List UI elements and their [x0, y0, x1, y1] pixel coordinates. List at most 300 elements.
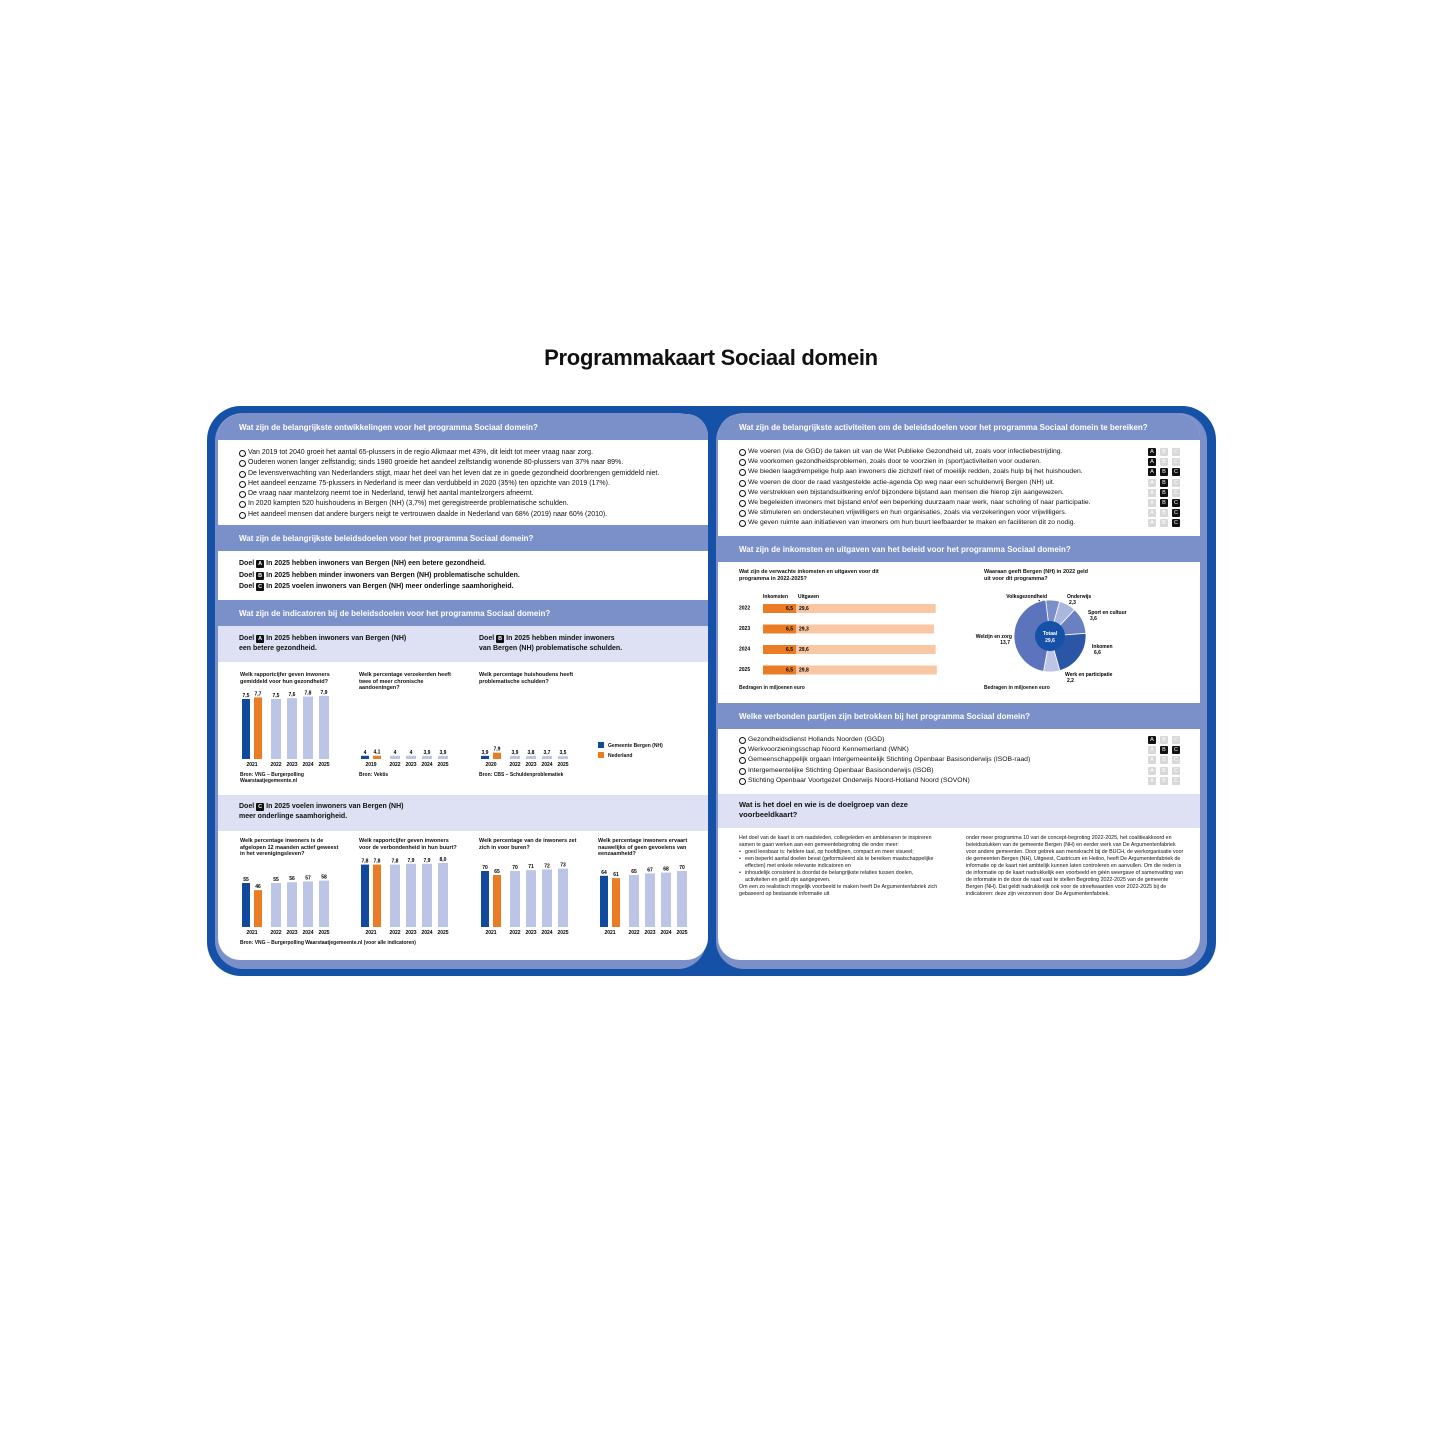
- x-tick-label: 2024: [541, 930, 553, 935]
- list-item: We verstrekken een bijstandsuitkering en/of bijzondere bijstand aan mensen die hierop zijn aangewezen.: [739, 488, 1188, 498]
- slice-label: Sport en cultuur: [1088, 610, 1127, 616]
- inkomsten-value: 6,5: [786, 626, 793, 633]
- list-item: Gezondheidsdienst Hollands Noorden (GGD): [739, 735, 1188, 745]
- uitgaven-value: 29,8: [799, 667, 809, 674]
- goal-badge-a: A: [1148, 468, 1156, 476]
- goal-badge-a: A: [1148, 736, 1156, 744]
- y-tick-label: 2023: [739, 626, 751, 632]
- slice-value: 3,6: [1090, 616, 1097, 622]
- x-tick-label: 2022: [389, 762, 401, 767]
- list-item: We voeren de door de raad vastgestelde actie-agenda Op weg naar een schuldenvrij Bergen (NH) uit.: [739, 478, 1188, 488]
- chart-bar: [242, 883, 250, 927]
- goal-b: [239, 570, 520, 582]
- goal-badge-c: C: [1172, 468, 1180, 476]
- badge-row: [1146, 735, 1182, 745]
- doel-heading: [739, 800, 908, 820]
- goal-line: een betere gezondheid.: [239, 645, 317, 652]
- inkomsten-value: 6,5: [786, 606, 793, 613]
- goal-badge-b: B: [1160, 746, 1168, 754]
- list-item: Van 2019 tot 2040 groeit het aantal 65-plussers in de regio Alkmaar met 43%, dit leidt tot meer vraag naar zorg.: [239, 448, 696, 458]
- bar-value-label: 55: [243, 877, 249, 883]
- goal-badge-c: C: [1172, 767, 1180, 775]
- x-tick-label: 2024: [302, 762, 314, 767]
- bar-value-label: 7,6: [288, 692, 296, 699]
- activiteiten-badges: [1146, 447, 1182, 529]
- goal-c: [239, 581, 520, 593]
- bar-value-label: 7,8: [361, 858, 369, 865]
- bar-value-label: 3,9: [423, 749, 431, 756]
- uitgaven-bar: [796, 645, 936, 654]
- goal-badge-b: B: [1160, 519, 1168, 527]
- finance-bar-note: Bedragen in miljoenen euro: [739, 685, 805, 691]
- goal-a-heading: [239, 634, 406, 654]
- goal-line: van Bergen (NH) problematische schulden.: [479, 645, 623, 652]
- bar-value-label: 8,0: [439, 857, 447, 863]
- chart-bar: [254, 697, 262, 759]
- legend-item-nederland: [598, 751, 663, 761]
- list-item: Intergemeentelijke Stichting Openbaar Basisonderwijs (ISOB): [739, 766, 1188, 776]
- slice-value: 2,3: [1069, 600, 1076, 606]
- list-item: Gemeenschappelijk orgaan Intergemeentelijk Stichting Openbaar Basisonderwijs (ISOB-raad): [739, 755, 1188, 765]
- goal-badge-a: A: [1148, 509, 1156, 517]
- chart-eenzaamheid: [598, 838, 708, 956]
- doel-outro: Om een zo realistisch mogelijk voorbeeld te maken heeft De Argumentenfabriek zich gebaseerd op bestaande informatie uit: [739, 884, 938, 897]
- finance-bar-title: Wat zijn de verwachte inkomsten en uitgaven voor dit programma in 2022-2025?: [739, 569, 879, 582]
- goal-badge-b: B: [1160, 489, 1168, 497]
- y-tick-label: 2024: [739, 646, 751, 653]
- bar-value-label: 7,8: [304, 690, 312, 697]
- section-header-indicatoren: Wat zijn de indicatoren bij de beleidsdoelen voor het programma Sociaal domein?: [218, 600, 708, 626]
- chart-bars: [240, 838, 350, 935]
- goal-badge-c: C: [1172, 499, 1180, 507]
- chart-verbondenheid: [359, 838, 469, 956]
- goal-badge-b: B: [1160, 509, 1168, 517]
- goal-badge-a: A: [1148, 519, 1156, 527]
- x-tick-label: 2025: [557, 930, 569, 935]
- chart-title: Welk percentage van de inwoners zet zich in voor buren?: [479, 838, 577, 851]
- chart-bar: [287, 882, 297, 927]
- goal-badge-c: C: [1172, 489, 1180, 497]
- list-item: De vraag naar mantelzorg neemt toe in Nederland, terwijl het aantal mantelzorgers afneemt.: [239, 489, 696, 499]
- chart-bars: [240, 672, 350, 767]
- slice-label: Inkomen: [1092, 644, 1113, 650]
- goal-line: In 2025 hebben inwoners van Bergen (NH): [266, 635, 407, 642]
- goal-prefix: Doel: [239, 635, 255, 642]
- chart-bar: [438, 756, 448, 759]
- uitgaven-value: 29,3: [799, 626, 809, 633]
- doel-heading-line: voorbeeldkaart?: [739, 810, 798, 819]
- goal-badge-b: B: [496, 635, 504, 643]
- badge-row: [1146, 467, 1182, 477]
- x-tick-label: 2023: [405, 762, 417, 767]
- badge-row: [1146, 508, 1182, 518]
- bar-value-label: 4,1: [373, 749, 381, 756]
- chart-bar: [558, 756, 568, 759]
- goal-badge-c: C: [1172, 736, 1180, 744]
- chart-bar: [493, 875, 501, 927]
- x-tick-label: 2021: [246, 762, 258, 767]
- badge-row: [1146, 498, 1182, 508]
- uitgaven-bar: [796, 604, 936, 613]
- badge-row: [1146, 457, 1182, 467]
- goal-badge-b: B: [256, 572, 264, 580]
- chart-bar: [361, 756, 369, 759]
- chart-bar: [510, 756, 520, 759]
- chart-bar: [481, 756, 489, 759]
- x-tick-label: 2024: [660, 930, 672, 935]
- x-tick-label: 2022: [509, 762, 521, 767]
- chart-source: Bron: VNG – Burgerpolling Waarstaatjegemeente.nl (voor alle indicatoren): [240, 940, 416, 946]
- finance-pie-note: Bedragen in miljoenen euro: [984, 685, 1050, 691]
- chart-bar: [422, 756, 432, 759]
- finance-pie-chart: [958, 584, 1158, 689]
- chart-bar: [558, 869, 568, 927]
- bar-value-label: 64: [601, 869, 607, 876]
- bar-value-label: 7,8: [373, 858, 381, 865]
- y-tick-label: 2022: [739, 605, 751, 612]
- activiteiten-list: [739, 447, 1188, 529]
- doel-text-column-2: onder meer programma 10 van de concept-begroting 2022-2025, het coalitieakkoord en beleidsstukken van de gemeente Bergen (NH) en eerder werk van De Argumentenfabriek voor andere gemeenten. Door gebrek aan menskracht bij de BUCH, de werkorganisatie voor de gemeenten Bergen (NH), Uitgeest, Castricum en Heiloo, heeft De Argumentenfabriek de informatie op de kaart niet ambtelijk kunnen laten controleren en aanvullen. Om die reden is de informatie op de kaart nadrukkelijk een voorbeeld en géén weergave of samenvatting van de informatie in de door de raad vast te stellen Begroting 2022-2025 van de gemeente Bergen (NH). Dat geldt nadrukkelijk ook voor de streefwaarden voor 2022-2025 bij de indicatoren: deze zijn verzonnen door De Argumentenfabriek.: [966, 835, 1184, 897]
- chart-bar: [542, 869, 552, 927]
- goal-badge-b: B: [1160, 736, 1168, 744]
- goal-b-heading: [479, 634, 622, 654]
- list-item: • goed leesbaar is: heldere taal, op hoofdlijnen, compact en meer visueel;: [739, 849, 939, 856]
- chart-bar: [242, 699, 250, 759]
- goal-badge-b: B: [1160, 777, 1168, 785]
- chart-bar: [373, 756, 381, 759]
- goal-ab-band: [218, 626, 708, 662]
- section-header-beleidsdoelen: Wat zijn de belangrijkste beleidsdoelen voor het programma Sociaal domein?: [218, 525, 708, 551]
- x-tick-label: 2020: [485, 762, 497, 767]
- bar-value-label: 58: [321, 874, 327, 881]
- x-tick-label: 2023: [525, 930, 537, 935]
- bar-value-label: 73: [560, 862, 566, 869]
- chart-buren: [479, 838, 589, 956]
- badge-row: [1146, 776, 1182, 786]
- bar-value-label: 7,9: [493, 746, 501, 753]
- goal-prefix: Doel: [239, 583, 255, 590]
- list-item: Werkvoorzieningsschap Noord Kennemerland (WNK): [739, 745, 1188, 755]
- badge-row: [1146, 745, 1182, 755]
- x-tick-label: 2022: [389, 930, 401, 935]
- bar-value-label: 7,9: [407, 857, 415, 864]
- list-item: We bieden laagdrempelige hulp aan inwoners die zichzelf niet of moeilijk redden, zoals hulp bij het huishouden.: [739, 467, 1188, 477]
- goal-prefix: Doel: [239, 571, 255, 579]
- slice-label: Welzijn en zorg: [975, 634, 1012, 640]
- chart-bar: [271, 883, 281, 927]
- section-header-financien: Wat zijn de inkomsten en uitgaven van het beleid voor het programma Sociaal domein?: [718, 536, 1200, 562]
- badge-row: [1146, 488, 1182, 498]
- bar-value-label: 65: [631, 869, 637, 875]
- goal-badge-a: A: [1148, 489, 1156, 497]
- list-item: We voeren (via de GGD) de taken uit van de Wet Publieke Gezondheid uit, zoals voor infectiebestrijding.: [739, 447, 1188, 457]
- chart-bars: [479, 672, 589, 767]
- bar-value-label: 3,5: [559, 750, 567, 757]
- chart-bars: [479, 838, 589, 935]
- bar-value-label: 46: [255, 884, 261, 891]
- goal-badge-b: B: [1160, 767, 1168, 775]
- bar-value-label: 7,7: [254, 691, 262, 698]
- bar-value-label: 72: [544, 863, 550, 870]
- bar-value-label: 3,8: [527, 749, 535, 756]
- chart-title: Welk rapportcijfer geven inwoners gemiddeld voor hun gezondheid?: [240, 672, 330, 685]
- chart-bar: [510, 871, 520, 927]
- goal-badge-a: A: [1148, 499, 1156, 507]
- x-tick-label: 2021: [365, 930, 377, 935]
- bar-value-label: 61: [613, 872, 619, 879]
- bar-value-label: 55: [273, 877, 279, 883]
- chart-bar: [645, 873, 655, 927]
- goal-badge-c: C: [1172, 509, 1180, 517]
- goal-c-band: [218, 795, 708, 831]
- goal-badge-c: C: [1172, 448, 1180, 456]
- x-tick-label: 2025: [318, 762, 330, 767]
- slice-label: Onderwijs: [1067, 594, 1092, 600]
- list-item: Ouderen wonen langer zelfstandig; sinds 1980 groeide het aandeel zelfstandig wonende 80-plussers van 37% naar 89%.: [239, 458, 696, 468]
- legend-item-bergen: [598, 741, 663, 751]
- goal-text: In 2025 voelen inwoners van Bergen (NH) meer onderlinge saamhorigheid.: [266, 583, 514, 590]
- chart-bar: [600, 876, 608, 927]
- chart-bar: [481, 871, 489, 927]
- chart-bar: [542, 756, 552, 759]
- list-item: • een beperkt aantal doelen bevat (geformuleerd als te bereiken maatschappelijke effecten) met enkele relevante indicatoren en: [739, 856, 939, 870]
- doel-heading-line: Wat is het doel en wie is de doelgroep van deze: [739, 800, 908, 809]
- goal-badge-b: B: [1160, 479, 1168, 487]
- badge-row: [1146, 518, 1182, 528]
- right-panel: [718, 414, 1200, 960]
- page-title: Programmakaart Sociaal domein: [544, 345, 878, 370]
- badge-row: [1146, 766, 1182, 776]
- bar-value-label: 68: [663, 866, 669, 873]
- x-tick-label: 2022: [509, 930, 521, 935]
- x-tick-label: 2022: [270, 930, 282, 935]
- list-item: Het aandeel eenzame 75-plussers in Nederland is meer dan verdubbeld in 2020 (35%) ten opzichte van 2019 (17%).: [239, 479, 696, 489]
- list-item: Het aandeel mensen dat andere burgers neigt te vertrouwen daalde in Nederland van 68% (2019) naar 60% (2010).: [239, 510, 696, 520]
- chart-bar: [438, 863, 448, 927]
- x-tick-label: 2025: [318, 930, 330, 935]
- doel-intro: Het doel van de kaart is om raadsleden, collegeleden en ambtenaren te inspireren samen te gaan werken aan een gemeentebegroting die onder meer:: [739, 835, 932, 848]
- bar-value-label: 4: [409, 749, 413, 756]
- doel-band: [718, 794, 1200, 828]
- legend-label: Nederland: [608, 753, 633, 759]
- goal-badge-a: A: [1148, 458, 1156, 466]
- bar-value-label: 67: [647, 867, 653, 874]
- chart-bar: [422, 864, 432, 927]
- bar-value-label: 70: [679, 865, 685, 871]
- goal-line: In 2025 voelen inwoners van Bergen (NH): [266, 803, 404, 810]
- x-tick-label: 2021: [485, 930, 497, 935]
- uitgaven-value: 29,6: [799, 606, 809, 613]
- chart-bar: [526, 870, 536, 927]
- bar-value-label: 7,5: [272, 693, 280, 699]
- donut-center-value: 29,6: [1045, 638, 1055, 644]
- goal-badge-b: B: [1160, 756, 1168, 764]
- badge-row: [1146, 447, 1182, 457]
- goal-c-heading: [239, 802, 404, 822]
- bar-value-label: 3,7: [543, 750, 551, 757]
- inkomsten-value: 6,5: [786, 667, 793, 674]
- chart-title: Welk percentage inwoners is de afgelopen 12 maanden actief geweest in het verenigingsleven?: [240, 838, 339, 857]
- inkomsten-value: 6,5: [786, 647, 793, 654]
- chart-bar: [677, 871, 687, 927]
- x-tick-label: 2019: [365, 762, 377, 767]
- chart-gezondheid: [240, 672, 350, 790]
- y-tick-label: 2025: [739, 667, 751, 673]
- chart-bar: [303, 881, 313, 927]
- x-tick-label: 2023: [286, 762, 298, 767]
- goal-badge-b: B: [1160, 499, 1168, 507]
- chart-source: Bron: CBS – Schuldenproblematiek: [479, 772, 564, 778]
- bar-value-label: 65: [494, 869, 500, 875]
- chart-legend: [598, 741, 663, 761]
- goal-badge-b: B: [1160, 468, 1168, 476]
- goal-badge-a: A: [1148, 777, 1156, 785]
- list-item: De levensverwachting van Nederlanders stijgt, maar het deel van het leven dat ze in goede gezondheid doorbrengen gemiddeld niet.: [239, 469, 696, 479]
- chart-bar: [406, 756, 416, 759]
- bar-value-label: 3,9: [511, 749, 519, 756]
- chart-bar: [390, 756, 400, 759]
- chart-bar: [406, 864, 416, 927]
- goal-badge-c: C: [1172, 479, 1180, 487]
- x-tick-label: 2023: [525, 762, 537, 767]
- goal-badge-c: C: [256, 583, 264, 591]
- goal-badge-a: A: [1148, 767, 1156, 775]
- chart-bar: [319, 881, 329, 927]
- goal-badge-b: B: [1160, 458, 1168, 466]
- bar-value-label: 7,9: [320, 689, 328, 696]
- chart-title: Welk rapportcijfer geven inwoners voor de verbondenheid in hun buurt?: [359, 838, 457, 851]
- chart-bar: [612, 878, 620, 927]
- bar-value-label: 56: [289, 876, 295, 883]
- x-tick-label: 2022: [270, 762, 282, 767]
- partijen-list: [739, 735, 1188, 786]
- chart-bars: [359, 838, 469, 935]
- chart-schulden: [479, 672, 589, 790]
- goal-a: [239, 558, 520, 570]
- goal-prefix: Doel: [239, 803, 255, 810]
- slice-label: Werk en participatie: [1065, 672, 1113, 678]
- chart-bar: [254, 890, 262, 927]
- x-tick-label: 2024: [421, 930, 433, 935]
- slice-value: 6,6: [1094, 650, 1101, 656]
- chart-bars: [359, 672, 469, 767]
- goal-text: In 2025 hebben inwoners van Bergen (NH) een betere gezondheid.: [266, 560, 486, 567]
- list-item: • inhoudelijk consistent is doordat de belangrijkste relaties tussen doelen, activiteiten en geld zijn aangegeven.: [739, 870, 939, 884]
- goal-badge-c: C: [1172, 756, 1180, 764]
- goal-badge-c: C: [1172, 746, 1180, 754]
- goal-badge-b: B: [1160, 448, 1168, 456]
- uitgaven-bar: [796, 625, 934, 634]
- chart-bar: [390, 865, 400, 927]
- x-tick-label: 2021: [246, 930, 258, 935]
- list-item: We voorkomen gezondheidsproblemen, zoals door te voorzien in (sport)activiteiten voor ouderen.: [739, 457, 1188, 467]
- x-tick-label: 2023: [644, 930, 656, 935]
- list-item: We geven ruimte aan initiatieven van inwoners om hun buurt leefbaarder te maken en faciliteren dit zo nodig.: [739, 518, 1188, 528]
- badge-row: [1146, 478, 1182, 488]
- partijen-badges: [1146, 735, 1182, 786]
- bar-value-label: 57: [305, 875, 311, 882]
- chart-chronische-aandoeningen: [359, 672, 469, 790]
- bar-value-label: 70: [482, 865, 488, 871]
- bar-value-label: 3,9: [439, 749, 447, 756]
- bar-value-label: 3,9: [481, 749, 489, 756]
- chart-title: Welk percentage verzekerden heeft twee of meer chronische aandoeningen?: [359, 672, 451, 691]
- goal-badge-c: C: [256, 803, 264, 811]
- chart-source: Bron: Vektis: [359, 772, 389, 778]
- goal-badge-c: C: [1172, 458, 1180, 466]
- finance-bar-chart: [728, 592, 948, 682]
- chart-bar: [373, 865, 381, 927]
- goal-badge-c: C: [1172, 519, 1180, 527]
- goal-badge-a: A: [1148, 756, 1156, 764]
- chart-bar: [526, 756, 536, 759]
- chart-bar: [303, 697, 313, 759]
- chart-bar: [319, 696, 329, 759]
- doel-text-column-1: [739, 835, 939, 898]
- bar-value-label: 70: [512, 865, 518, 871]
- legend-swatch: [598, 752, 604, 758]
- bar-value-label: 71: [528, 864, 534, 871]
- chart-bar: [287, 698, 297, 759]
- chart-bar: [629, 875, 639, 927]
- doel-bullets: [739, 849, 939, 884]
- chart-bar: [493, 753, 501, 759]
- legend-label: Gemeente Bergen (NH): [608, 743, 663, 749]
- goal-badge-a: A: [256, 635, 264, 643]
- x-tick-label: 2023: [405, 930, 417, 935]
- bar-value-label: 4: [363, 749, 367, 756]
- goal-badge-a: A: [1148, 448, 1156, 456]
- left-panel: [218, 414, 708, 960]
- x-tick-label: 2024: [421, 762, 433, 767]
- slice-value: 2,2: [1067, 678, 1074, 684]
- goal-badge-a: A: [1148, 479, 1156, 487]
- uitgaven-value: 29,6: [799, 647, 809, 654]
- goal-line: In 2025 hebben minder inwoners: [506, 635, 615, 642]
- goal-text: In 2025 hebben minder inwoners van Bergen (NH) problematische schulden.: [266, 571, 520, 579]
- slice-value: 13,7: [1000, 640, 1010, 646]
- bar-value-label: 7,5: [242, 693, 250, 699]
- x-tick-label: 2025: [557, 762, 569, 767]
- x-tick-label: 2022: [628, 930, 640, 935]
- list-item: We stimuleren en ondersteunen vrijwilligers en hun organisaties, zoals via verzekeringen voor vrijwilligers.: [739, 508, 1188, 518]
- x-tick-label: 2023: [286, 930, 298, 935]
- chart-bars: [598, 838, 708, 935]
- x-tick-label: 2024: [541, 762, 553, 767]
- goal-badge-a: A: [1148, 746, 1156, 754]
- ontwikkelingen-list: [239, 448, 696, 520]
- goal-prefix: Doel: [479, 635, 495, 642]
- x-tick-label: 2025: [676, 930, 688, 935]
- goal-badge-c: C: [1172, 777, 1180, 785]
- section-header-partijen: Welke verbonden partijen zijn betrokken bij het programma Sociaal domein?: [718, 703, 1200, 729]
- donut-center-label: Totaal: [1042, 631, 1058, 637]
- list-item: Stichting Openbaar Voortgezet Onderwijs Noord-Holland Noord (SOVON): [739, 776, 1188, 786]
- list-item: In 2020 kampten 520 huishoudens in Bergen (NH) (3,7%) met geregistreerde problematische schulden.: [239, 499, 696, 509]
- slice-label: Volksgezondheid: [1006, 594, 1047, 600]
- list-item: We begeleiden inwoners met bijstand en/of een beperking duurzaam naar werk, naar scholing of naar participatie.: [739, 498, 1188, 508]
- x-tick-label: 2021: [604, 930, 616, 935]
- chart-title: Welk percentage inwoners ervaart nauwelijks of geen gevoelens van eenzaamheid?: [598, 838, 688, 857]
- finance-pie-title: Waaraan geeft Bergen (NH) in 2022 geld uit voor dit programma?: [984, 569, 1089, 582]
- goal-prefix: Doel: [239, 560, 255, 567]
- x-tick-label: 2024: [302, 930, 314, 935]
- chart-source: Bron: VNG – Burgerpolling Waarstaatjegemeente.nl: [240, 772, 304, 784]
- bar-value-label: 7,9: [423, 857, 431, 864]
- chart-bar: [661, 873, 671, 927]
- chart-title: Welk percentage huishoudens heeft problematische schulden?: [479, 672, 574, 685]
- badge-row: [1146, 755, 1182, 765]
